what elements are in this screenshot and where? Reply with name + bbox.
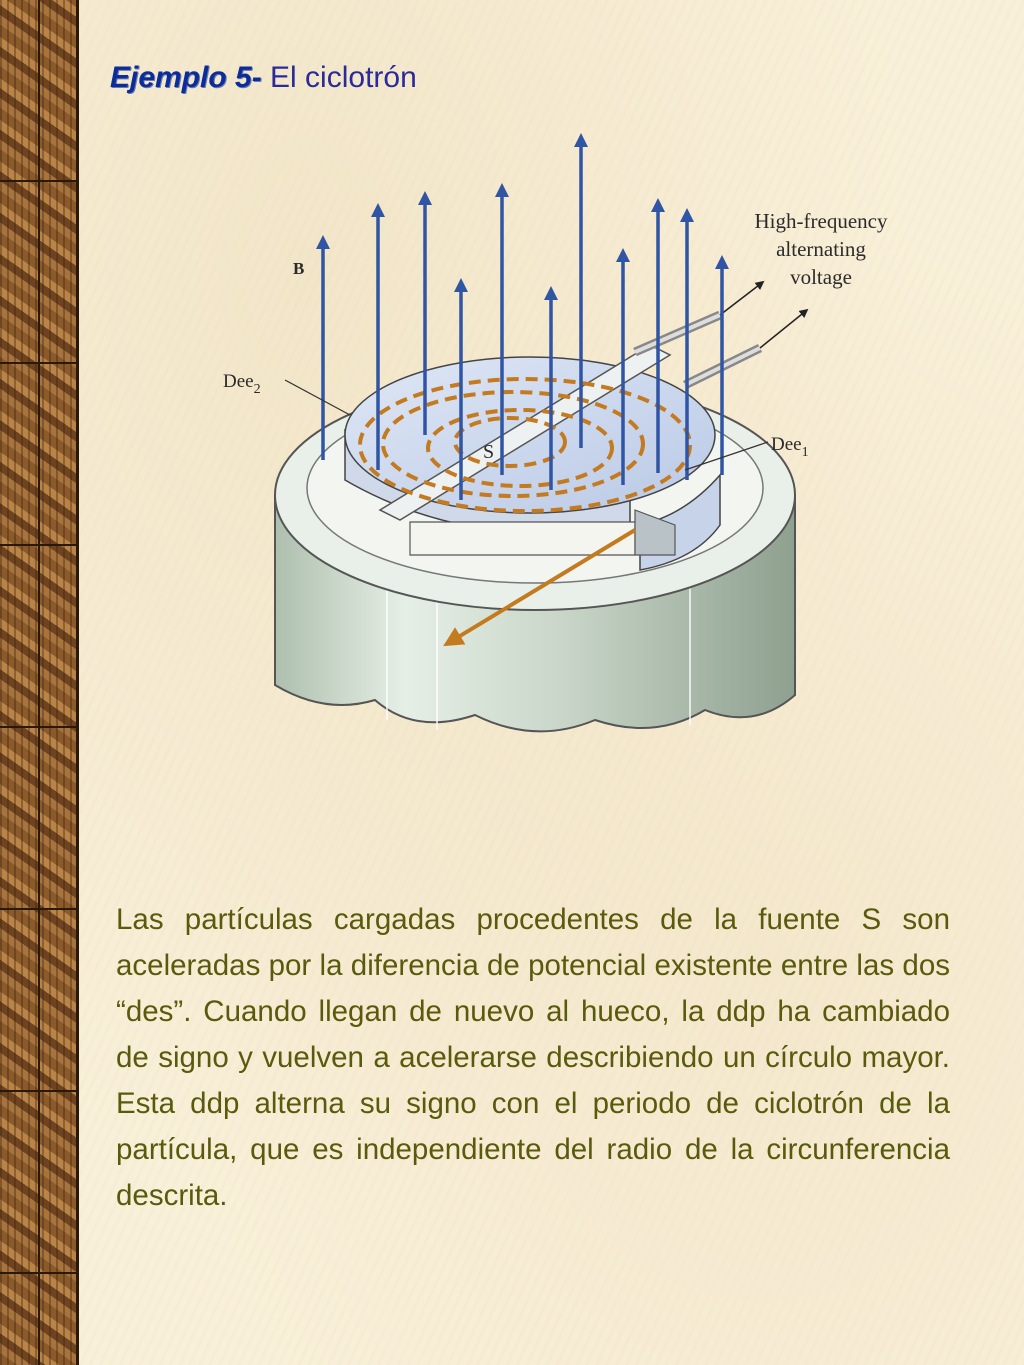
source-label: S [483, 441, 495, 463]
dee1-label: Dee$_1$ [771, 434, 809, 460]
title-lead: Ejemplo 5- [110, 61, 262, 94]
b-field-label: B [293, 259, 305, 278]
title-rest: El ciclotrón [270, 61, 417, 94]
hf-voltage-label-line2: alternating [776, 237, 866, 261]
slide-title [110, 58, 417, 98]
wood-border-decoration [0, 0, 79, 1365]
cyclotron-diagram [215, 130, 935, 750]
hf-voltage-label-line3: voltage [790, 265, 852, 289]
hf-voltage-label-line1: High-frequency [754, 209, 888, 233]
description-paragraph: Las partículas cargadas procedentes de la fuente S son aceleradas por la diferencia de potencial existente entre las dos “des”. Cuando llegan de nuevo al hueco, la ddp ha cambiado de signo y vuelven a acelerarse describiendo un círculo mayor. Esta ddp alterna su signo con el periodo de ciclotrón de la partícula, que es independiente del radio de la circunferencia descrita. [116, 903, 950, 1212]
dee2-label: Dee$_2$ [223, 371, 261, 397]
dee2-leader [285, 380, 350, 415]
